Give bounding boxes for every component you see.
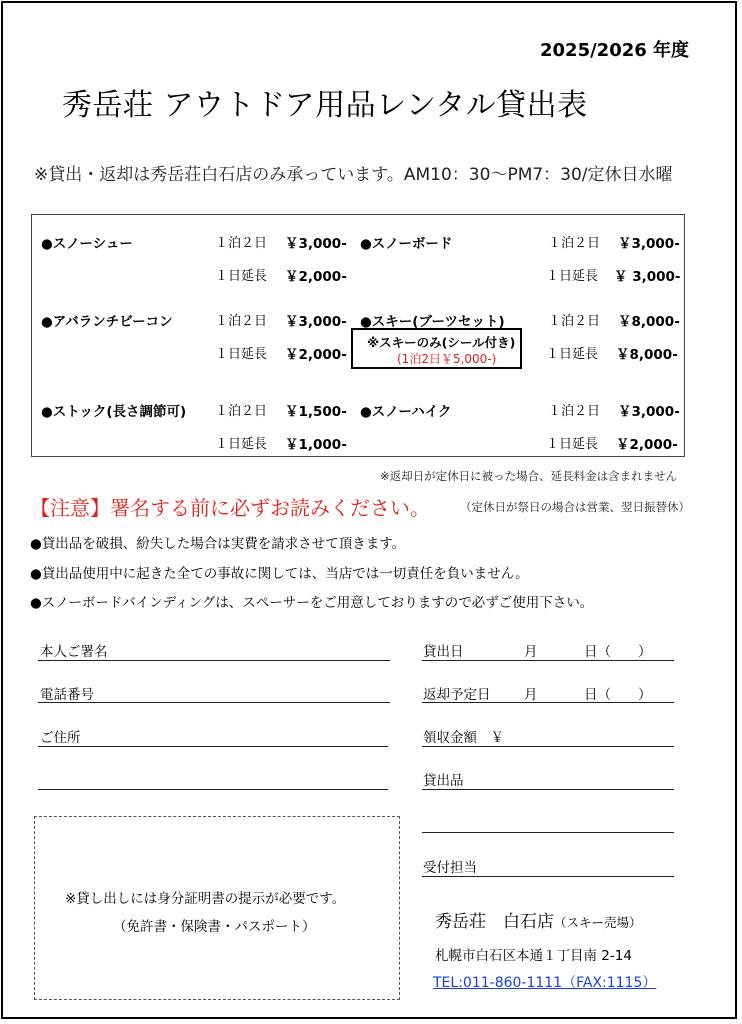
shop-sub: （スキー売場） [554, 915, 642, 930]
item-snowshoe-p1: ￥3,000- [285, 236, 347, 252]
item-stock-p1-label: １泊２日 [215, 404, 268, 419]
item-stock-name: ●ストック(長さ調節可) [41, 404, 187, 420]
return-date-label: 返却予定日 [423, 687, 491, 703]
item-ski-p1-label: １泊２日 [548, 314, 601, 329]
item-snowshoe-p2-label: １日延長 [215, 269, 268, 284]
price-table [31, 214, 685, 457]
phone-label: 電話番号 [40, 687, 94, 703]
holiday-return-note: ※返却日が定休日に被った場合、延長料金は含まれません [380, 469, 678, 483]
rule-spacer: ●スノーボードバインディングは、スペーサーをご用意しておりますので必ずご使用下さい。 [30, 595, 594, 611]
item-snowshoe-p2: ￥2,000- [285, 269, 347, 285]
return-month-label: 月 [524, 687, 538, 703]
item-avalanche-name: ●アバランチビーコン [41, 314, 173, 330]
item-snowhike-p2: ￥2,000- [616, 437, 678, 453]
item-snowhike-p1-label: １泊２日 [548, 404, 601, 419]
item-ski-p2: ￥8,000- [616, 347, 678, 363]
item-avalanche-p2-label: １日延長 [215, 347, 268, 362]
shop-name: 秀岳荘 白石店 [435, 912, 554, 932]
ski-only-price: (1泊2日￥5,000-) [397, 352, 497, 366]
item-avalanche-p1: ￥3,000- [285, 314, 347, 330]
amount-label: 領収金額 ￥ [423, 730, 504, 746]
items-field[interactable] [422, 789, 674, 790]
item-snowhike-p1: ￥3,000- [618, 404, 680, 420]
signature-field[interactable] [38, 660, 390, 661]
lend-date-label: 貸出日 [423, 644, 464, 660]
items-field-2[interactable] [422, 832, 674, 833]
staff-label: 受付担当 [423, 860, 477, 876]
item-snowboard-p1-label: １泊２日 [548, 236, 601, 251]
item-snowhike-name: ●スノーハイク [360, 404, 452, 420]
return-date-field[interactable] [422, 702, 674, 703]
item-stock-p2: ￥1,000- [285, 437, 347, 453]
hours-notice: ※貸出・返却は秀岳荘白石店のみ承っています。AM10：30～PM7：30/定休日水曜 [34, 165, 673, 185]
item-snowboard-p1: ￥3,000- [618, 236, 680, 252]
id-notice-text: ※貸し出しには身分証明書の提示が必要です。 [65, 891, 346, 907]
item-snowboard-name: ●スノーボード [360, 236, 453, 252]
items-label: 貸出品 [423, 773, 464, 789]
item-ski-name: ●スキー(ブーツセット) [360, 314, 505, 330]
holiday-open-note: （定休日が祭日の場合は営業、翌日振替休） [460, 500, 690, 514]
amount-field[interactable] [422, 746, 674, 747]
return-day-label: 日（ ） [584, 687, 652, 703]
ski-only-box [351, 328, 522, 369]
warning-heading: 【注意】署名する前に必ずお読みください。 [30, 496, 430, 520]
address-field[interactable] [38, 746, 388, 747]
page-title: 秀岳荘 アウトドア用品レンタル貸出表 [62, 88, 588, 123]
item-ski-p2-label: １日延長 [546, 347, 599, 362]
item-snowhike-p2-label: １日延長 [546, 437, 599, 452]
lend-month-label: 月 [524, 644, 538, 660]
id-notice-examples: （免許書・保険書・パスポート） [113, 919, 316, 935]
lend-day-label: 日（ ） [584, 644, 652, 660]
address-label: ご住所 [40, 730, 81, 746]
rule-damage: ●貸出品を破損、紛失した場合は実費を請求させて頂きます。 [30, 536, 406, 552]
item-avalanche-p2: ￥2,000- [285, 347, 347, 363]
item-stock-p1: ￥1,500- [285, 404, 347, 420]
phone-field[interactable] [38, 702, 390, 703]
shop-address: 札幌市白石区本通１丁目南 2-14 [435, 948, 632, 964]
item-avalanche-p1-label: １泊２日 [215, 314, 268, 329]
item-snowboard-p2-label: １日延長 [546, 269, 599, 284]
item-snowboard-p2: ￥ 3,000- [614, 269, 681, 285]
shop-tel-link[interactable]: TEL:011-860-1111（FAX:1115） [433, 975, 657, 991]
item-snowshoe-p1-label: １泊２日 [215, 236, 268, 251]
lend-date-field[interactable] [422, 660, 674, 661]
id-notice-box [34, 816, 400, 1000]
item-stock-p2-label: １日延長 [215, 437, 268, 452]
item-snowshoe-name: ●スノーシュー [41, 236, 133, 252]
rule-accident: ●貸出品使用中に起きた全ての事故に関しては、当店では一切責任を負いません。 [30, 566, 529, 582]
signature-label: 本人ご署名 [40, 644, 108, 660]
address-field-2[interactable] [38, 789, 388, 790]
item-ski-p1: ￥8,000- [618, 314, 680, 330]
ski-only-label: ※スキーのみ(シール付き) [367, 335, 516, 350]
fiscal-year: 2025/2026 年度 [540, 40, 690, 61]
shop-name-line [435, 907, 642, 932]
staff-field[interactable] [422, 876, 674, 877]
